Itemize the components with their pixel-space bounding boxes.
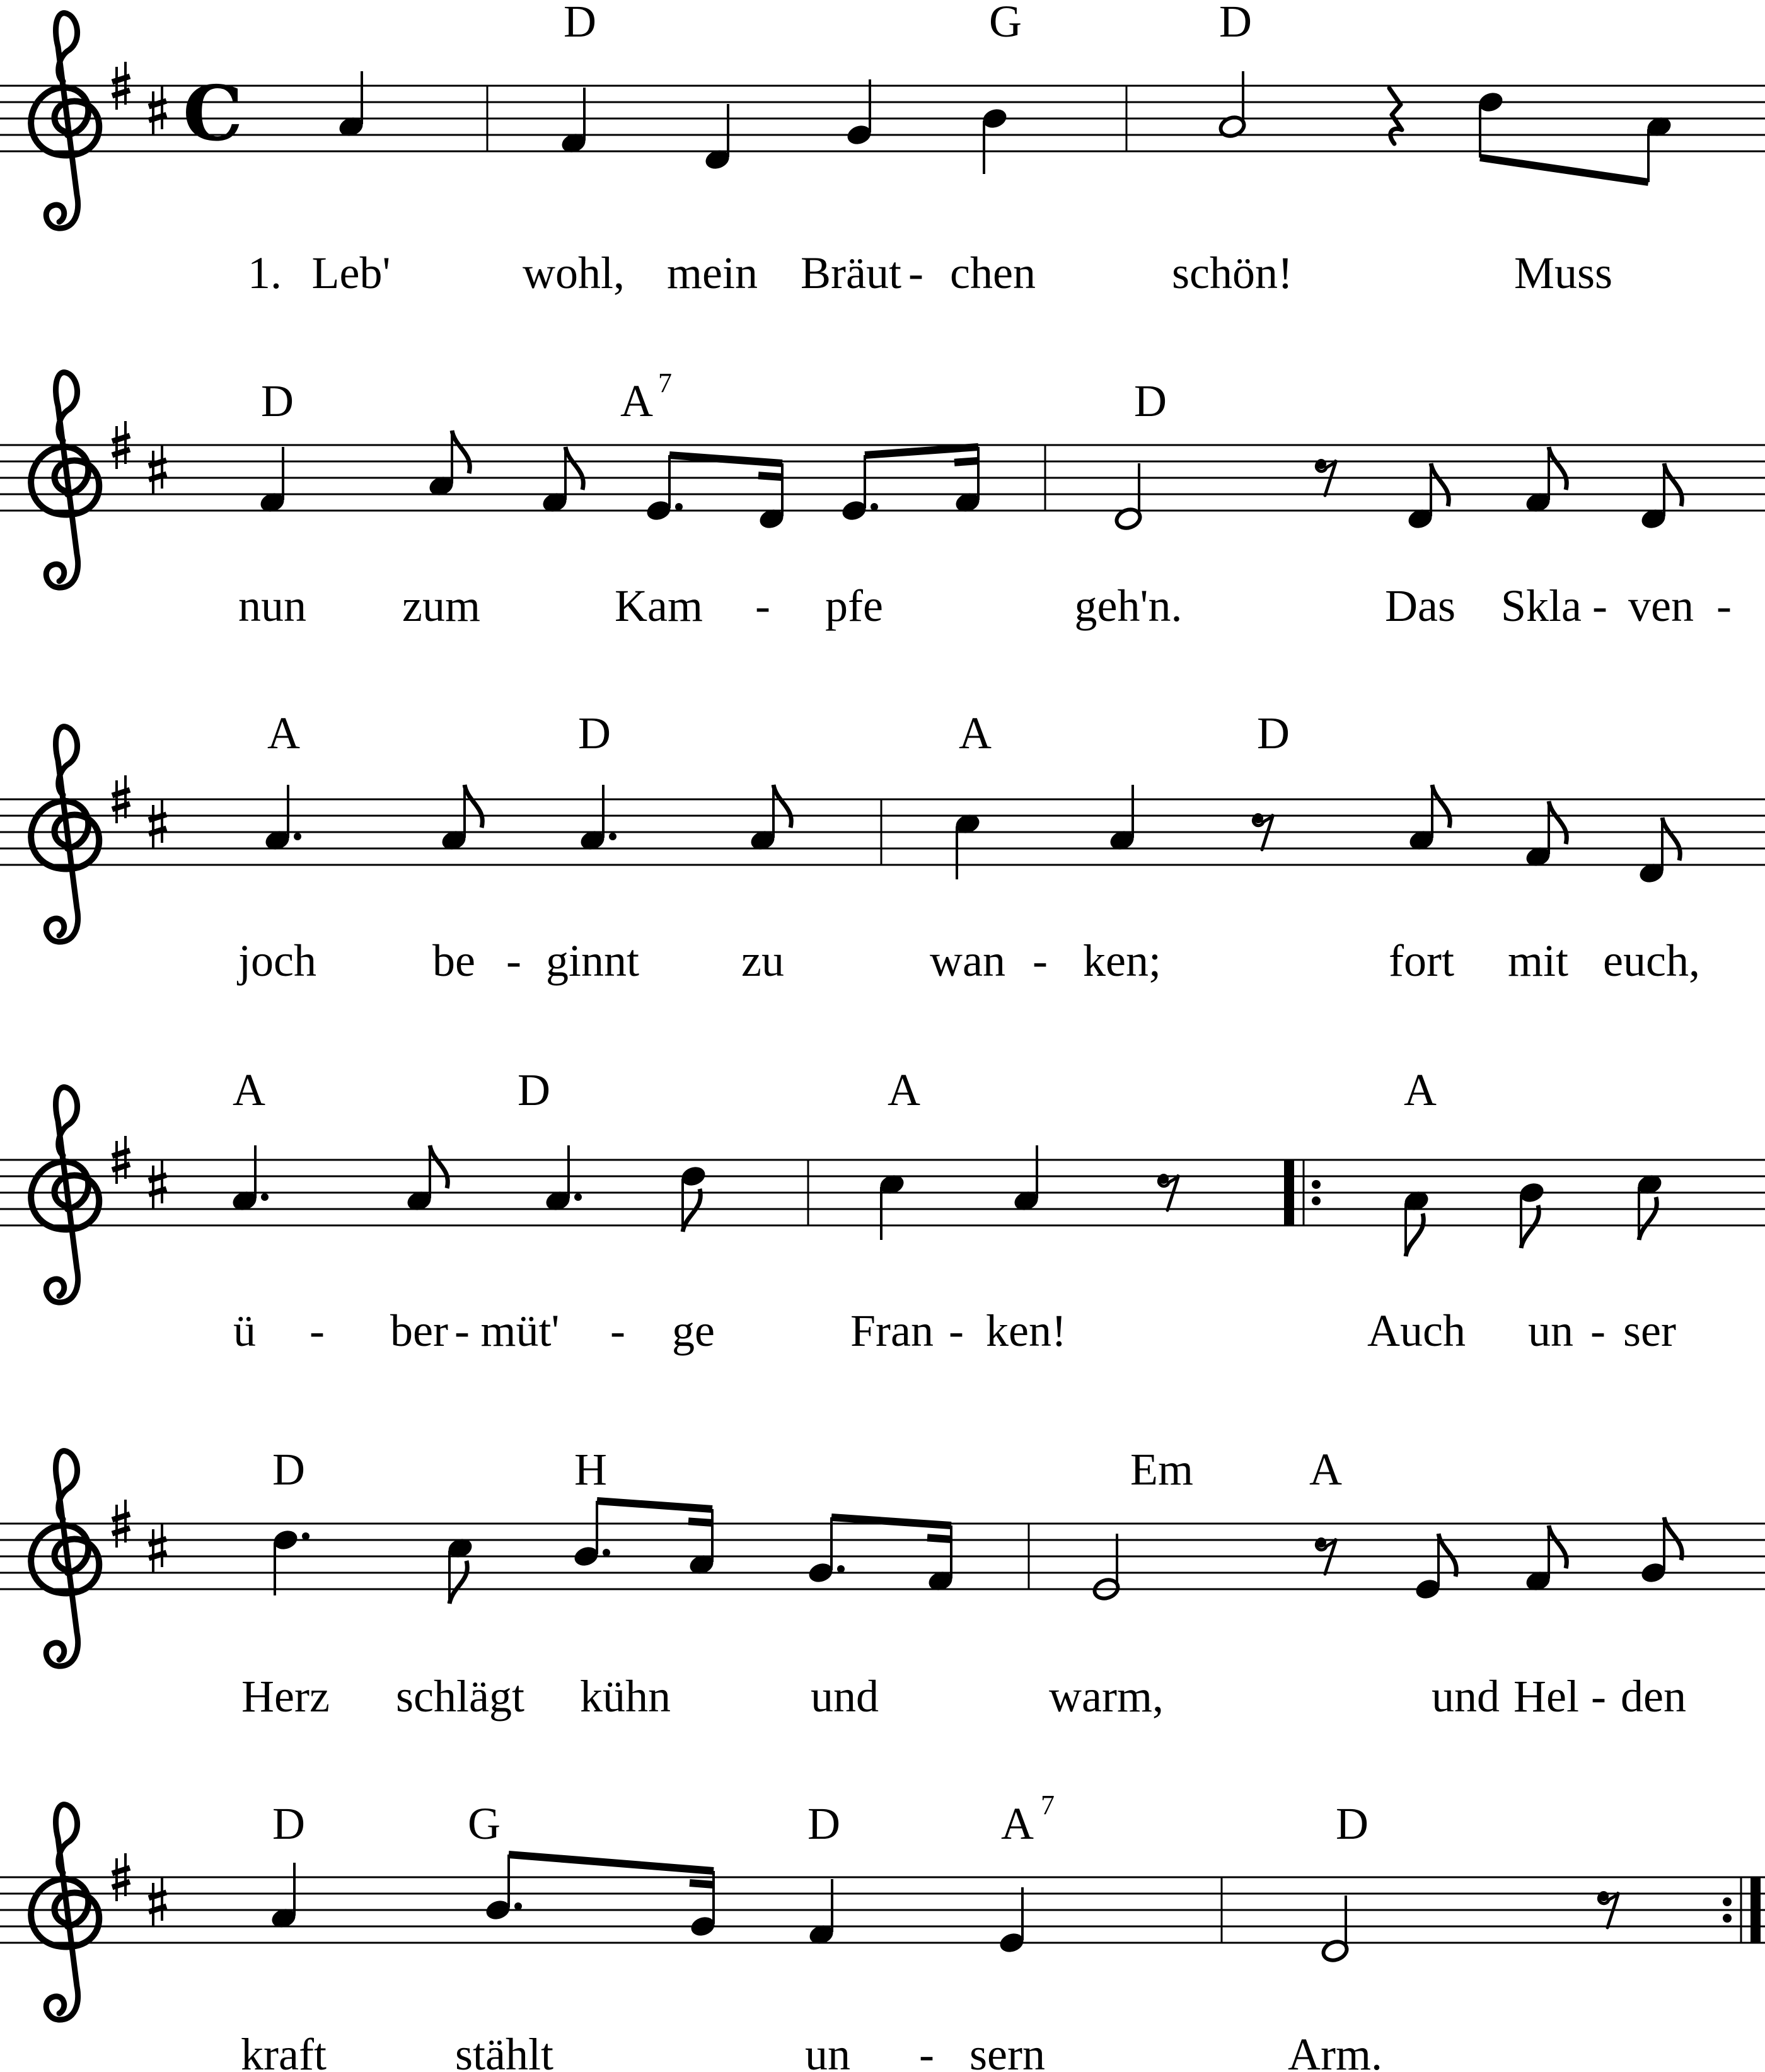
chord-symbol: A [267, 708, 300, 758]
lyric-line-1 [248, 248, 1612, 298]
chord-extension: 7 [1041, 1790, 1055, 1820]
lyric-syllable: Skla [1500, 581, 1582, 631]
chord-symbol: D [1336, 1798, 1369, 1849]
lyric-syllable: Kam [615, 581, 703, 631]
lyric-syllable: schlägt [396, 1671, 524, 1722]
lyric-syllable: Auch [1367, 1305, 1466, 1356]
chord-symbol: A [233, 1065, 265, 1115]
lyric-syllable: zu [741, 935, 784, 986]
lyric-hyphen: - [755, 581, 770, 631]
lyric-syllable: schön! [1172, 248, 1293, 298]
chord-symbol: A [620, 376, 653, 426]
lyric-syllable: pfe [825, 581, 883, 631]
lyric-syllable: den [1621, 1671, 1686, 1722]
chord-line-6 [272, 1790, 1369, 1849]
lyric-syllable: wan [930, 935, 1005, 986]
chord-symbol: D [1134, 376, 1167, 426]
lyric-syllable: Fran [850, 1305, 934, 1356]
lyric-syllable: und [1432, 1671, 1500, 1722]
chord-symbol: D [272, 1444, 305, 1495]
lyric-syllable: be [432, 935, 475, 986]
chord-symbol: A [1404, 1065, 1437, 1115]
lyric-syllable: geh'n. [1074, 581, 1183, 631]
lyric-syllable: un [805, 2029, 850, 2072]
lyric-syllable: Muss [1513, 248, 1613, 298]
chord-extension: 7 [658, 368, 672, 398]
lyric-hyphen: - [1592, 581, 1607, 631]
lyric-hyphen: - [1590, 1305, 1606, 1356]
chord-symbol: A [888, 1065, 920, 1115]
lyric-syllable: Bräut [801, 248, 901, 298]
chord-line-3 [267, 708, 1290, 758]
lyric-syllable: kühn [580, 1671, 671, 1722]
lyric-syllable: Arm. [1288, 2029, 1382, 2072]
lyric-syllable: ber [390, 1305, 448, 1356]
chord-symbol: D [272, 1798, 305, 1849]
lyric-syllable: nun [238, 581, 306, 631]
lyric-hyphen: - [919, 2029, 934, 2072]
lyric-syllable: warm, [1049, 1671, 1164, 1722]
lyric-syllable: euch, [1603, 935, 1700, 986]
lyric-syllable: mein [667, 248, 758, 298]
lyric-hyphen: - [1716, 581, 1732, 631]
lyric-syllable: chen [950, 248, 1036, 298]
lyric-hyphen: - [610, 1305, 625, 1356]
lyric-line-6 [241, 2029, 1382, 2072]
lyric-syllable: sern [969, 2029, 1045, 2072]
lyric-syllable: ken! [986, 1305, 1067, 1356]
chord-symbol: A [1309, 1444, 1342, 1495]
lyric-syllable: Hel [1513, 1671, 1579, 1722]
lyric-line-3 [236, 935, 1700, 986]
lyric-syllable: müt' [480, 1305, 560, 1356]
chord-symbol: Em [1130, 1444, 1193, 1495]
lyric-hyphen: - [1591, 1671, 1606, 1722]
verse-number: 1. [248, 248, 282, 298]
chord-line-5 [272, 1444, 1342, 1495]
lyric-syllable: ven [1628, 581, 1694, 631]
lyric-syllable: joch [238, 935, 316, 986]
chord-symbol: H [574, 1444, 607, 1495]
lyric-syllable: un [1528, 1305, 1573, 1356]
lyric-line-2 [238, 581, 1732, 631]
chord-symbol: D [518, 1065, 550, 1115]
lyric-syllable: ser [1623, 1305, 1676, 1356]
chord-line-4 [233, 1065, 1437, 1115]
chord-symbol: D [1257, 708, 1290, 758]
chord-symbol: A [959, 708, 992, 758]
lyric-syllable: Das [1385, 581, 1455, 631]
chord-symbol: A [1001, 1798, 1034, 1849]
lyric-hyphen: - [310, 1305, 325, 1356]
lyric-syllable: wohl, [523, 248, 625, 298]
lyric-syllable: stählt [455, 2029, 553, 2072]
lyric-syllable: ge [672, 1305, 715, 1356]
lyric-syllable: fort [1389, 935, 1454, 986]
lyric-hyphen: - [908, 248, 923, 298]
lyric-syllable: ken; [1083, 935, 1161, 986]
lyric-syllable: mit [1507, 935, 1569, 986]
lyric-hyphen: - [949, 1305, 964, 1356]
time-signature: C [183, 69, 243, 158]
chord-line-2 [261, 368, 1167, 426]
lyric-syllable: zum [402, 581, 480, 631]
lyric-syllable: kraft [241, 2029, 327, 2072]
chord-symbol: D [578, 708, 611, 758]
chord-symbol: D [1219, 0, 1252, 47]
lyric-hyphen: - [1033, 935, 1048, 986]
chord-symbol: D [261, 376, 294, 426]
chord-symbol: G [989, 0, 1022, 47]
lyric-hyphen: - [454, 1305, 470, 1356]
chord-symbol: D [564, 0, 596, 47]
lyric-line-5 [241, 1671, 1686, 1722]
lyric-syllable: ginnt [545, 935, 640, 986]
lyric-syllable: Herz [241, 1671, 330, 1722]
lyric-syllable: ü [233, 1305, 256, 1356]
lyric-syllable: Leb' [311, 248, 391, 298]
lyric-hyphen: - [506, 935, 521, 986]
lyric-syllable: und [811, 1671, 879, 1722]
lyric-line-4 [233, 1305, 1676, 1356]
chord-symbol: D [807, 1798, 840, 1849]
chord-line-1 [564, 0, 1252, 47]
chord-symbol: G [468, 1798, 501, 1849]
